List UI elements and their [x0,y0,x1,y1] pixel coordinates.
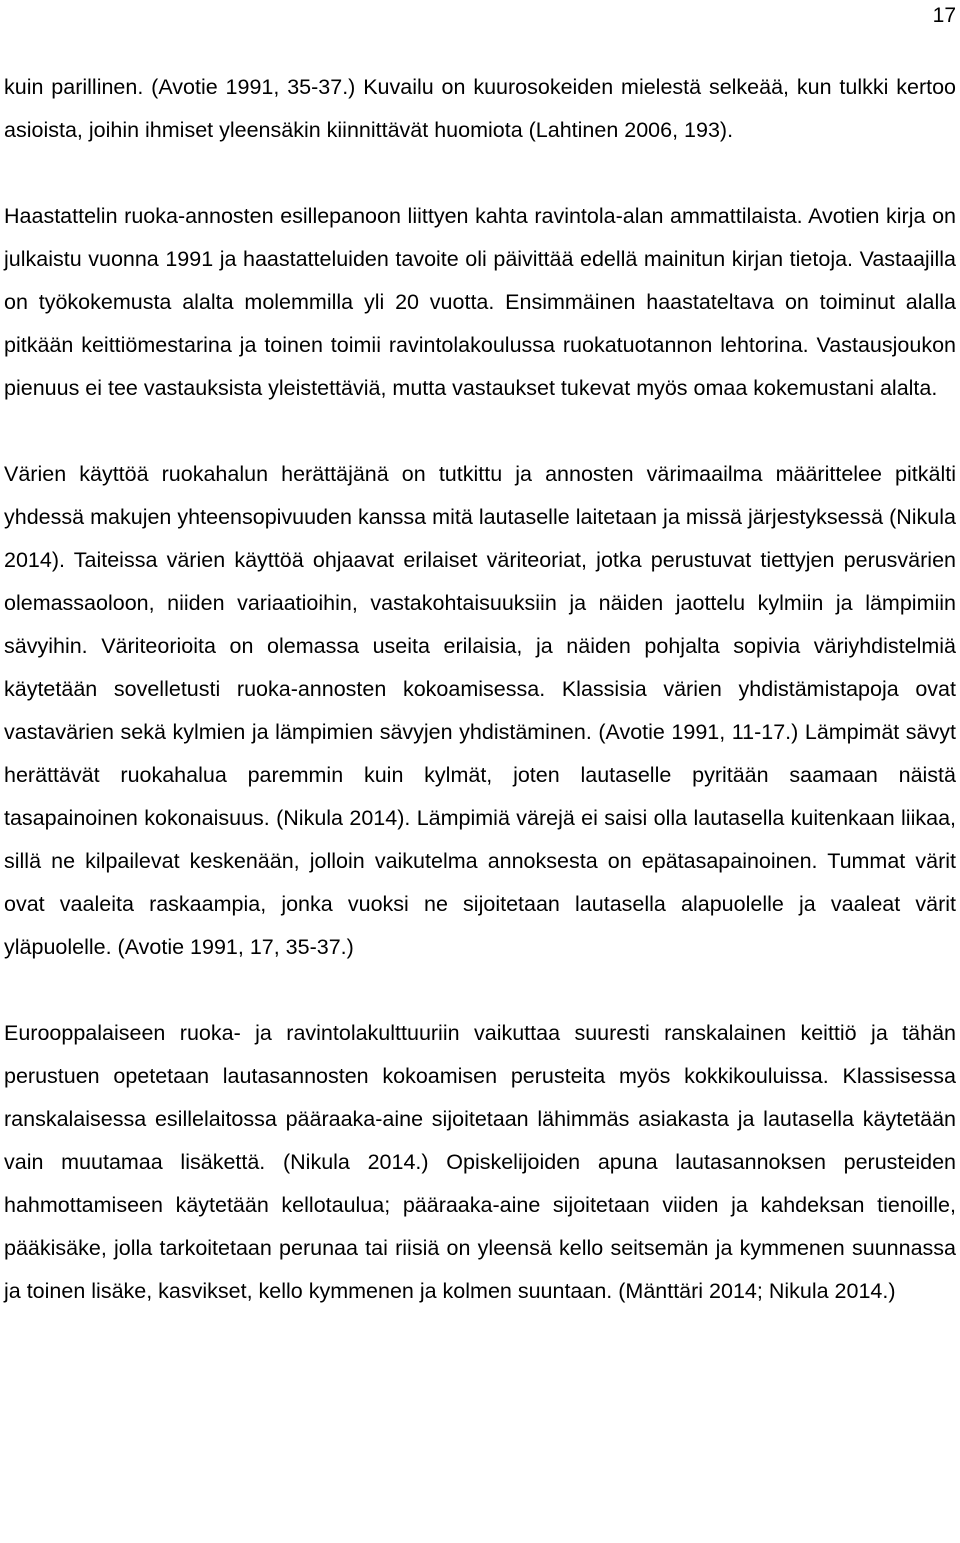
body-text [4,66,956,1313]
paragraph-2: Haastattelin ruoka-annosten esillepanoon liittyen kahta ravintola-alan ammattilaista. Avotien kirja on julkaistu vuonna 1991 ja haastatteluiden tavoite oli päivittää edellä mainitun kirjan tietoja. Vastaajilla on työkokemusta alalta molemmilla yli 20 vuotta. Ensimmäinen haastateltava on toiminut alalla pitkään keittiömestarina ja toinen toimii ravintolakoulussa ruokatuotannon lehtorina. Vastausjoukon pienuus ei tee vastauksista yleistettäviä, mutta vastaukset tukevat myös omaa kokemustani alalta. [4,204,956,400]
paragraph-gap [4,969,956,1012]
page-number: 17 [932,4,956,27]
paragraph-3: Värien käyttöä ruokahalun herättäjänä on tutkittu ja annosten värimaailma määrittelee pitkälti yhdessä makujen yhteensopivuuden kanssa mitä lautaselle laitetaan ja missä järjestyksessä (Nikula 2014). Taiteissa värien käyttöä ohjaavat erilaiset väriteoriat, jotka perustuvat tiettyjen perusvärien olemassaoloon, niiden variaatioihin, vastakohtaisuuksiin ja näiden jaottelu kylmiin ja lämpimiin sävyihin. Väriteorioita on olemassa useita erilaisia, ja näiden pohjalta sopivia väriyhdistelmiä käytetään sovelletusti ruoka-annosten kokoamisessa. Klassisia värien yhdistämistapoja ovat vastavärien sekä kylmien ja lämpimien sävyjen yhdistäminen. (Avotie 1991, 11-17.) Lämpimät sävyt herättävät ruokahalua paremmin kuin kylmät, joten lautaselle pyritään saamaan näistä tasapainoinen kokonaisuus. (Nikula 2014). Lämpimiä värejä ei saisi olla lautasella kuitenkaan liikaa, sillä ne kilpailevat keskenään, jolloin vaikutelma annoksesta on epätasapainoinen. Tummat värit ovat vaaleita raskaampia, jonka vuoksi ne sijoitetaan lautasella alapuolelle ja vaaleat värit yläpuolelle. (Avotie 1991, 17, 35-37.) [4,462,956,959]
paragraph-1: kuin parillinen. (Avotie 1991, 35-37.) Kuvailu on kuurosokeiden mielestä selkeää, kun tulkki kertoo asioista, joihin ihmiset yleensäkin kiinnittävät huomiota (Lahtinen 2006, 193). [4,75,956,142]
paragraph-4: Eurooppalaiseen ruoka- ja ravintolakulttuuriin vaikuttaa suuresti ranskalainen keittiö ja tähän perustuen opetetaan lautasannosten kokoamisen perusteita myös kokkikouluissa. Klassisessa ranskalaisessa esillelaitossa pääraaka-aine sijoitetaan lähimmäs asiakasta ja lautasella käytetään vain muutamaa lisäkettä. (Nikula 2014.) Opiskelijoiden apuna lautasannoksen perusteiden hahmottamiseen käytetään kellotaulua; pääraaka-aine sijoitetaan viiden ja kahdeksan tienoille, pääkisäke, jolla tarkoitetaan perunaa tai riisiä on yleensä kello seitsemän ja kymmenen suunnassa ja toinen lisäke, kasvikset, kello kymmenen ja kolmen suuntaan. (Mänttäri 2014; Nikula 2014.) [4,1021,956,1303]
paragraph-gap [4,152,956,195]
paragraph-gap [4,410,956,453]
